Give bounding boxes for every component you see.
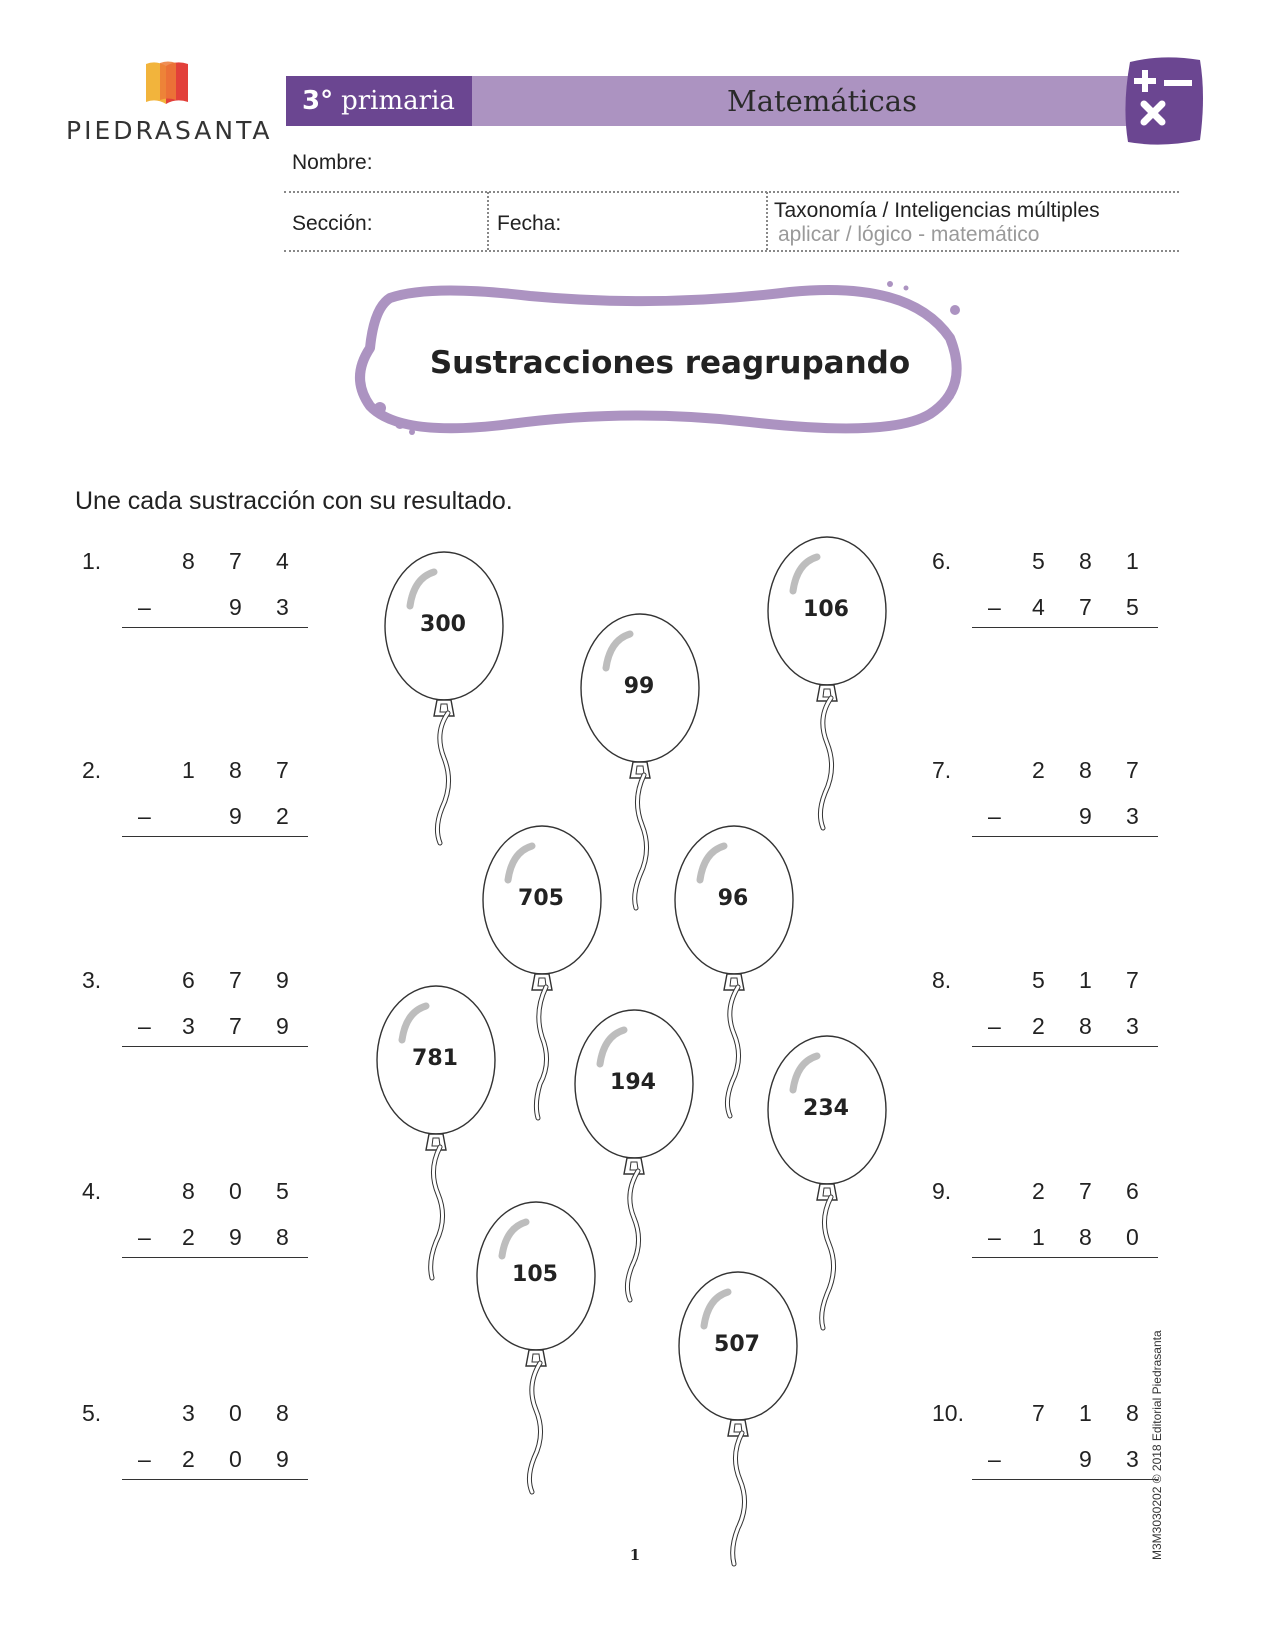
balloon-value: 507	[714, 1332, 760, 1357]
subtraction-problem	[82, 967, 342, 1077]
minus-sign: –	[138, 1013, 151, 1039]
subtrahend-digit: 9	[276, 1446, 289, 1472]
minuend-digit: 3	[182, 1400, 195, 1426]
minuend-digit: 8	[1126, 1400, 1139, 1426]
grade-label: primaria	[341, 86, 455, 116]
grade-number: 3°	[302, 86, 334, 116]
minus-sign: –	[138, 1224, 151, 1250]
divider	[766, 192, 768, 250]
minuend-digit: 1	[1126, 548, 1139, 574]
balloon-icon	[474, 1198, 604, 1508]
minuend-digit: 7	[1126, 967, 1139, 993]
problem-number: 2.	[82, 757, 102, 783]
minuend-digit: 8	[229, 757, 242, 783]
balloon-value: 194	[610, 1070, 656, 1095]
taxonomy-title: Taxonomía / Inteligencias múltiples	[774, 199, 1100, 222]
problem-number: 9.	[932, 1178, 952, 1204]
answer-balloon[interactable]	[676, 1268, 806, 1578]
minuend-digit: 9	[276, 967, 289, 993]
subtrahend-digit: 2	[182, 1224, 195, 1250]
minuend-digit: 1	[182, 757, 195, 783]
minus-sign: –	[988, 1013, 1001, 1039]
subtrahend-digit: 8	[1079, 1224, 1092, 1250]
problem-number: 7.	[932, 757, 952, 783]
minuend-digit: 5	[276, 1178, 289, 1204]
publisher-logo	[62, 60, 272, 160]
minuend-digit: 0	[229, 1400, 242, 1426]
answer-balloon[interactable]	[474, 1198, 604, 1508]
subtrahend-digit: 3	[1126, 1013, 1139, 1039]
subtrahend-digit: 9	[229, 1224, 242, 1250]
minus-sign: –	[138, 1446, 151, 1472]
subject-title: Matemáticas	[727, 84, 917, 118]
minus-sign: –	[138, 594, 151, 620]
subtrahend-digit: 3	[182, 1013, 195, 1039]
subtrahend-digit: 4	[1032, 594, 1045, 620]
balloon-icon	[676, 1268, 806, 1578]
subtrahend-digit: 9	[1079, 1446, 1092, 1472]
minuend-digit: 7	[1079, 1178, 1092, 1204]
name-field-label: Nombre:	[292, 151, 373, 174]
balloon-value: 99	[623, 674, 655, 699]
footer-code: M3M3030202 © 2018 Editorial Piedrasanta	[1150, 1330, 1164, 1560]
minuend-digit: 1	[1079, 1400, 1092, 1426]
minuend-digit: 7	[1126, 757, 1139, 783]
balloon-value: 234	[803, 1096, 849, 1121]
balloon-value: 106	[803, 597, 849, 622]
answer-line	[972, 1046, 1158, 1047]
date-field-label: Fecha:	[497, 212, 562, 235]
minuend-digit: 8	[1079, 757, 1092, 783]
balloon-value: 300	[420, 612, 466, 637]
subtraction-problem	[82, 1178, 342, 1288]
answer-line	[122, 1046, 308, 1047]
subtrahend-digit: 3	[1126, 803, 1139, 829]
divider	[284, 250, 1179, 252]
subtrahend-digit: 3	[1126, 1446, 1139, 1472]
minus-sign: –	[988, 1224, 1001, 1250]
minuend-digit: 4	[276, 548, 289, 574]
book-icon	[142, 60, 192, 106]
subtrahend-digit: 2	[1032, 1013, 1045, 1039]
problem-number: 8.	[932, 967, 952, 993]
grade-badge	[286, 76, 472, 126]
worksheet-title: Sustracciones reagrupando	[429, 345, 911, 381]
answer-line	[122, 1257, 308, 1258]
balloon-value: 96	[717, 886, 749, 911]
publisher-name: PIEDRASANTA	[66, 116, 273, 145]
subtrahend-digit: 9	[229, 594, 242, 620]
answer-line	[122, 1479, 308, 1480]
answer-balloon[interactable]	[382, 548, 512, 858]
subtrahend-digit: 9	[1079, 803, 1092, 829]
subtrahend-digit: 0	[229, 1446, 242, 1472]
minuend-digit: 8	[1079, 548, 1092, 574]
balloon-value: 705	[518, 886, 564, 911]
minuend-digit: 7	[276, 757, 289, 783]
answer-line	[972, 627, 1158, 628]
subtrahend-digit: 1	[1032, 1224, 1045, 1250]
taxonomy-value: aplicar / lógico - matemático	[778, 223, 1040, 246]
minuend-digit: 5	[1032, 967, 1045, 993]
answer-line	[972, 1479, 1158, 1480]
subtrahend-digit: 3	[276, 594, 289, 620]
minus-sign: –	[138, 803, 151, 829]
subtraction-problem	[932, 967, 1192, 1077]
subtraction-problem	[932, 757, 1192, 867]
problem-number: 10.	[932, 1400, 964, 1426]
answer-line	[122, 627, 308, 628]
subtraction-problem	[82, 548, 342, 658]
minus-sign: –	[988, 1446, 1001, 1472]
minus-sign: –	[988, 594, 1001, 620]
answer-line	[972, 836, 1158, 837]
subtrahend-digit: 7	[229, 1013, 242, 1039]
balloon-icon	[382, 548, 512, 858]
problem-number: 5.	[82, 1400, 102, 1426]
minuend-digit: 8	[182, 548, 195, 574]
minuend-digit: 8	[182, 1178, 195, 1204]
answer-line	[972, 1257, 1158, 1258]
minuend-digit: 7	[229, 967, 242, 993]
section-field-label: Sección:	[292, 212, 373, 235]
minuend-digit: 7	[1032, 1400, 1045, 1426]
balloon-value: 781	[412, 1046, 458, 1071]
minuend-digit: 2	[1032, 757, 1045, 783]
subtraction-problem	[932, 548, 1192, 658]
subtrahend-digit: 8	[1079, 1013, 1092, 1039]
minuend-digit: 1	[1079, 967, 1092, 993]
minuend-digit: 8	[276, 1400, 289, 1426]
minuend-digit: 7	[229, 548, 242, 574]
minuend-digit: 2	[1032, 1178, 1045, 1204]
minuend-digit: 6	[182, 967, 195, 993]
instruction-text: Une cada sustracción con su resultado.	[75, 487, 513, 515]
subtrahend-digit: 0	[1126, 1224, 1139, 1250]
page-number: 1	[629, 1546, 641, 1564]
subtraction-problem	[932, 1178, 1192, 1288]
minuend-digit: 5	[1032, 548, 1045, 574]
divider	[487, 192, 489, 250]
subtrahend-digit: 9	[229, 803, 242, 829]
minus-sign: –	[988, 803, 1001, 829]
balloon-icon	[765, 533, 895, 843]
problem-number: 1.	[82, 548, 102, 574]
answer-line	[122, 836, 308, 837]
problem-number: 4.	[82, 1178, 102, 1204]
subtrahend-digit: 2	[182, 1446, 195, 1472]
subtraction-problem	[82, 757, 342, 867]
minuend-digit: 6	[1126, 1178, 1139, 1204]
divider	[284, 191, 1179, 193]
minuend-digit: 0	[229, 1178, 242, 1204]
subtrahend-digit: 9	[276, 1013, 289, 1039]
math-operations-icon	[1122, 56, 1206, 150]
subtrahend-digit: 2	[276, 803, 289, 829]
subtrahend-digit: 5	[1126, 594, 1139, 620]
problem-number: 6.	[932, 548, 952, 574]
subtrahend-digit: 8	[276, 1224, 289, 1250]
balloon-value: 105	[512, 1262, 558, 1287]
subtrahend-digit: 7	[1079, 594, 1092, 620]
answer-balloon[interactable]	[765, 533, 895, 843]
subtraction-problem	[82, 1400, 342, 1510]
problem-number: 3.	[82, 967, 102, 993]
